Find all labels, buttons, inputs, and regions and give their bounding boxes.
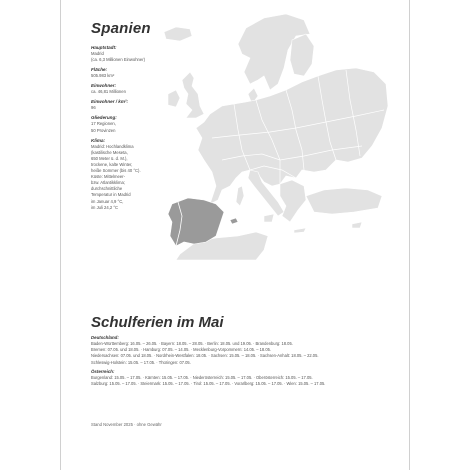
document-page	[60, 0, 410, 470]
fact-value: ca. 46,81 Millionen	[91, 89, 126, 95]
fact-label: Einwohner:	[91, 83, 117, 89]
region-germany	[91, 335, 391, 366]
fact-value: 96	[91, 105, 96, 111]
fact-value: 17 Regionen, 50 Provinzen	[91, 121, 116, 133]
fact-label: Hauptstadt:	[91, 45, 117, 50]
holiday-line: Schleswig-Holstein: 15.05. – 17.05. · Thüringen: 07.05.	[91, 359, 191, 365]
holidays-title: Schulferien im Mai	[91, 314, 224, 331]
balearic-islands	[230, 218, 238, 224]
holidays-list	[91, 335, 391, 390]
country-title: Spanien	[91, 20, 151, 37]
fact-label: Klima:	[91, 137, 106, 143]
footer-note: Stand November 2025 · ohne Gewähr	[91, 422, 162, 427]
region-label: Deutschland:	[91, 335, 119, 340]
fact-label: Einwohner / km²:	[91, 99, 129, 105]
holiday-line: Baden-Württemberg: 16.05. – 26.05. · Bayern: 18.05. – 28.05. · Berlin: 18.05. und 19.05. · Brandenburg: 18.05.	[91, 341, 293, 346]
fact-value: Madrid: Hochlandklima (kastilische Meseta, 650 Meter ü. d. M.), trockene, kalte Winter, heiße Sommer (bis 40 °C). Küste: Mittelmeer- bzw. Atlantikklima; durchschnittliche Temperatur in Madrid im Januar 4,9 °C, im Juli 24,2 °C	[91, 143, 141, 210]
region-austria	[91, 369, 391, 387]
holiday-line: Niedersachsen: 07.05. und 18.05. · Nordrhein-Westfalen: 18.05. · Sachsen: 15.05. – 18.05. · Sachsen-Anhalt: 18.05. – 22.05.	[91, 353, 319, 359]
europe-map	[146, 10, 396, 260]
fact-label: Fläche:	[91, 67, 108, 73]
holiday-line: Salzburg: 15.05. – 17.05. · Steiermark: 15.05. – 17.05. · Tirol: 15.05. – 17.05. · Vorarlberg: 15.05. – 17.05. · Wien: 15.05. – 17.05.	[91, 381, 326, 387]
holiday-line: Burgenland: 15.05. – 17.05. · Kärnten: 15.05. – 17.05. · Niederösterreich: 15.05. – 17.05. · Oberösterreich: 15.05. – 17.05.	[91, 374, 313, 380]
fact-label: Gliederung:	[91, 115, 117, 121]
region-label: Österreich:	[91, 368, 115, 374]
holiday-line: Bremen: 07.05. und 18.05. · Hamburg: 07.05. – 14.05. · Mecklenburg-Vorpommern: 14.05. – 18.05.	[91, 347, 272, 353]
fact-value: 505.983 km²	[91, 73, 115, 79]
fact-value: Madrid (ca. 6,3 Millionen Einwohner)	[91, 51, 145, 63]
